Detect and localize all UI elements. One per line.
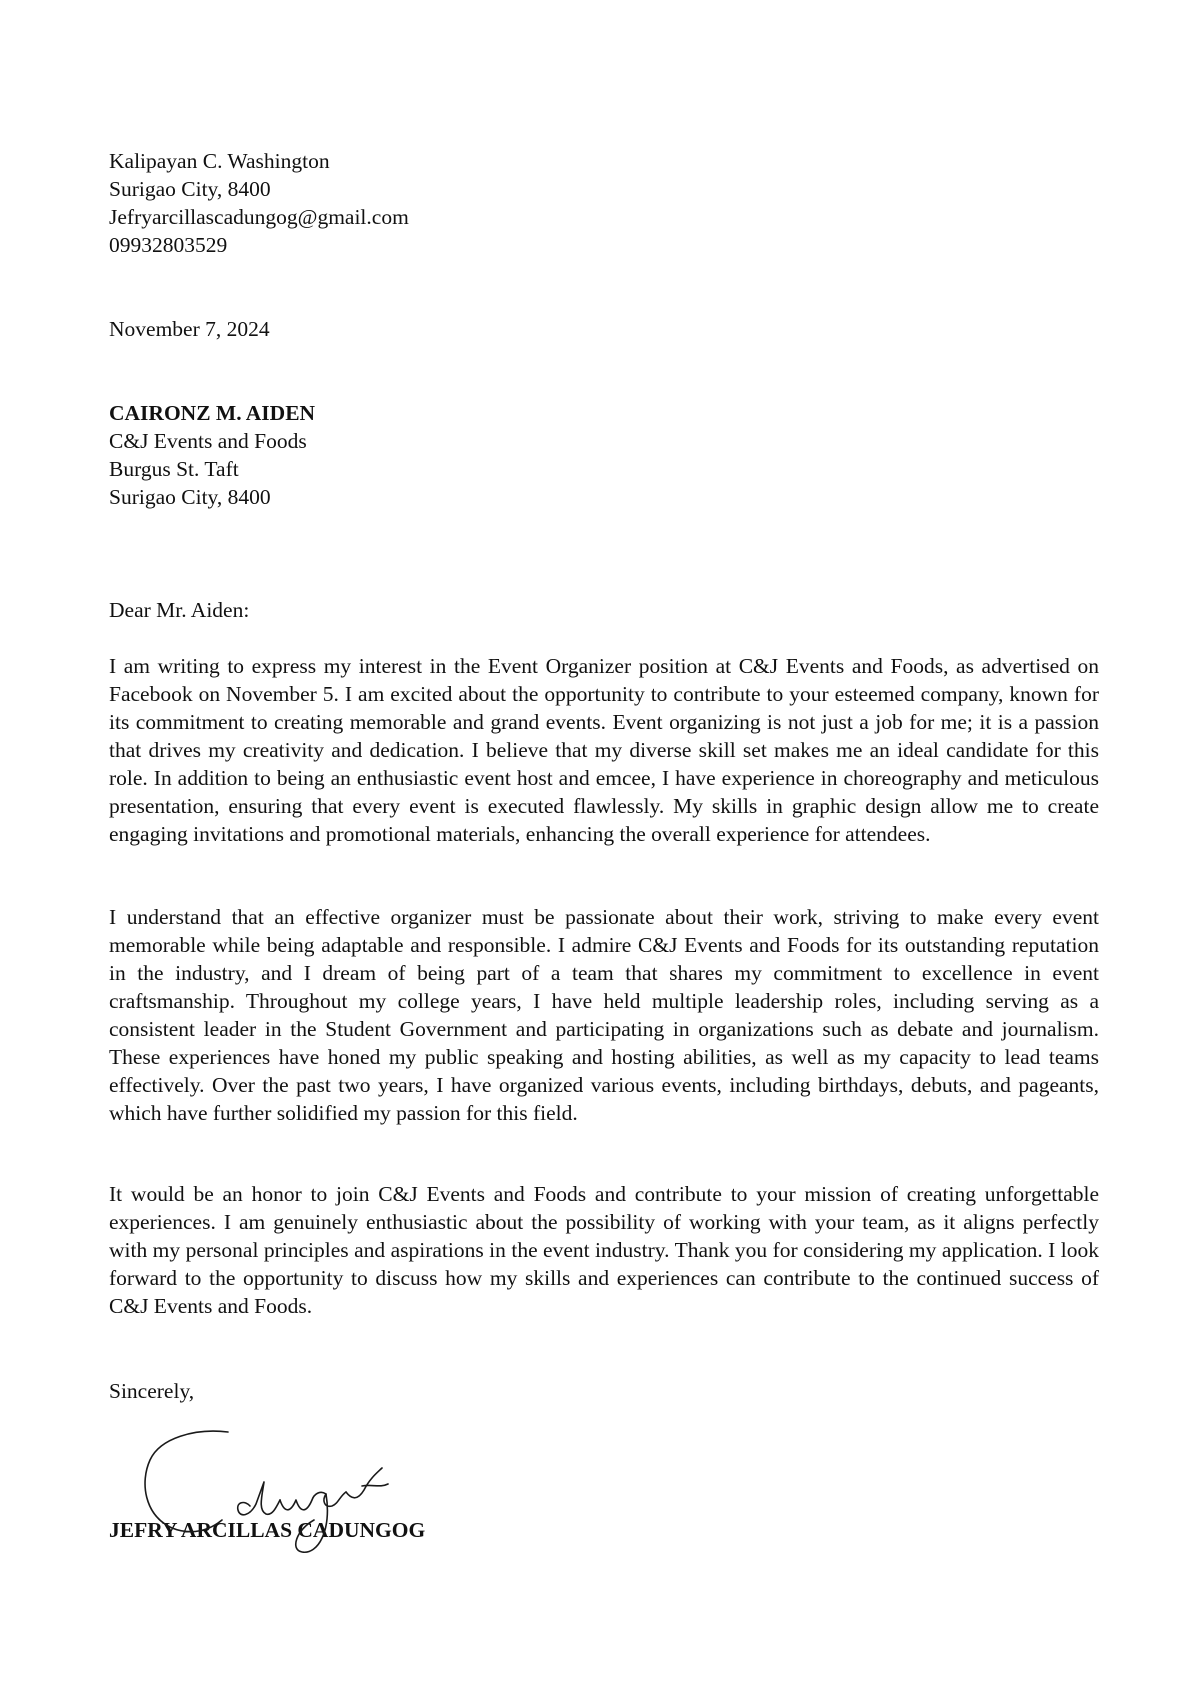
letter-date — [109, 315, 1099, 343]
sender-city: Surigao City, 8400 — [109, 177, 271, 201]
recipient-street: Burgus St. Taft — [109, 457, 239, 481]
salutation-text: Dear Mr. Aiden: — [109, 598, 250, 622]
body-paragraph-3: It would be an honor to join C&J Events and Foods and contribute to your mission of creating unforgettable experiences. I am genuinely enthusiastic about the possibility of working with your team, as it aligns perfectly with my personal principles and aspirations in the event industry. Thank you for considering my application. I look forward to the opportunity to discuss how my skills and experiences can contribute to the continued success of C&J Events and Foods. — [109, 1182, 1099, 1318]
date-text: November 7, 2024 — [109, 317, 270, 341]
recipient-company: C&J Events and Foods — [109, 429, 307, 453]
sender-name: Kalipayan C. Washington — [109, 149, 330, 173]
recipient-name: CAIRONZ M. AIDEN — [109, 401, 316, 425]
closing-text: Sincerely, — [109, 1379, 195, 1403]
sender-email: Jefryarcillascadungog@gmail.com — [109, 205, 409, 229]
signer-name: JEFRY ARCILLAS CADUNGOG — [109, 1518, 426, 1542]
sender-address — [109, 147, 1099, 259]
recipient-city: Surigao City, 8400 — [109, 485, 271, 509]
recipient-address — [109, 399, 1099, 511]
handwritten-signature — [100, 1420, 420, 1560]
salutation — [109, 596, 1099, 624]
body-paragraph-1: I am writing to express my interest in the Event Organizer position at C&J Events and Foods, as advertised on Facebook on November 5. I am excited about the opportunity to contribute to your esteemed company, known for its commitment to creating memorable and grand events. Event organizing is not just a job for me; it is a passion that drives my creativity and dedication. I believe that my diverse skill set makes me an ideal candidate for this role. In addition to being an enthusiastic event host and emcee, I have experience in choreography and meticulous presentation, ensuring that every event is executed flawlessly. My skills in graphic design allow me to create engaging invitations and promotional materials, enhancing the overall experience for attendees. — [109, 654, 1099, 846]
closing — [109, 1377, 1099, 1405]
body-paragraph-2: I understand that an effective organizer must be passionate about their work, striving to make every event memorable while being adaptable and responsible. I admire C&J Events and Foods for its outstanding reputation in the industry, and I dream of being part of a team that shares my commitment to excellence in event craftsmanship. Throughout my college years, I have held multiple leadership roles, including serving as a consistent leader in the Student Government and participating in organizations such as debate and journalism. These experiences have honed my public speaking and hosting abilities, as well as my capacity to lead teams effectively. Over the past two years, I have organized various events, including birthdays, debuts, and pageants, which have further solidified my passion for this field. — [109, 905, 1099, 1125]
sender-phone: 09932803529 — [109, 233, 228, 257]
